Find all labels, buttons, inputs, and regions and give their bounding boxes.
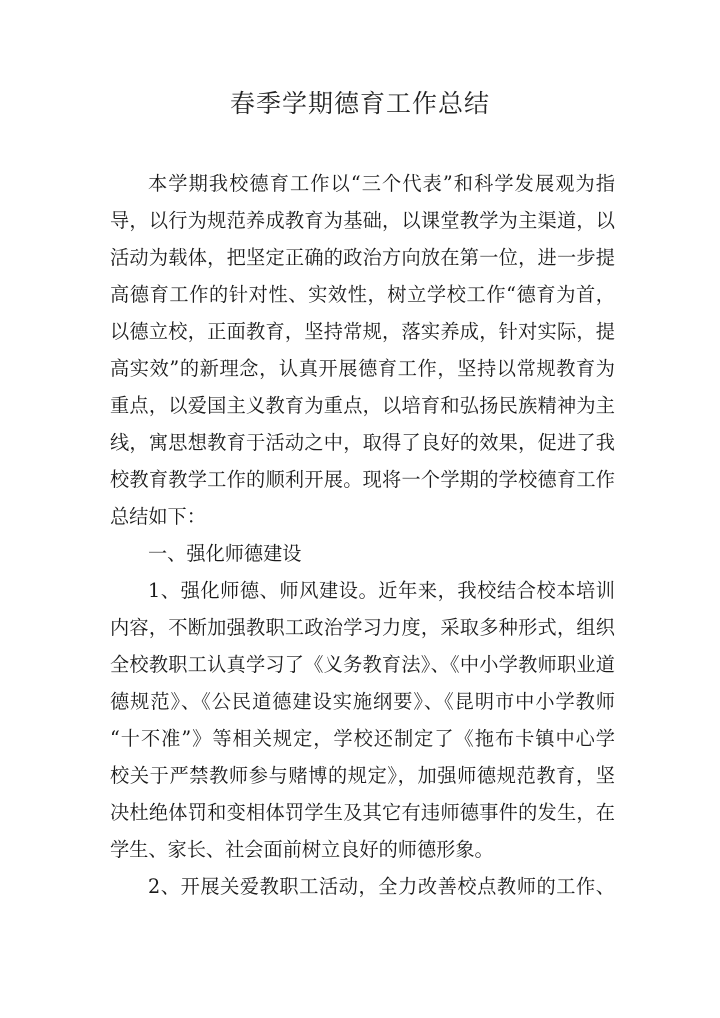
text-line: 德规范》、《公民道德建设实施纲要》、《昆明市中小学教师 <box>110 690 615 713</box>
text-line: 1、强化师德、师风建设。近年来，我校结合校本培训 <box>148 579 615 602</box>
text-line: 一、强化师德建设 <box>148 542 302 565</box>
text-line: 线，寓思想教育于活动之中，取得了良好的效果，促进了我 <box>110 431 615 454</box>
document-body <box>110 165 615 905</box>
text-line: 校关于严禁教师参与赌博的规定》，加强师德规范教育，坚 <box>110 764 615 787</box>
text-line: 学生、家长、社会面前树立良好的师德形象。 <box>110 838 494 861</box>
text-line: 本学期我校德育工作以“三个代表”和科学发展观为指 <box>148 172 615 195</box>
text-line: 高德育工作的针对性、实效性，树立学校工作“德育为首， <box>110 283 615 306</box>
text-line: 活动为载体，把坚定正确的政治方向放在第一位，进一步提 <box>110 246 615 269</box>
text-line: 重点，以爱国主义教育为重点，以培育和弘扬民族精神为主 <box>110 394 615 417</box>
text-line: “十不准”》等相关规定，学校还制定了《拖布卡镇中心学 <box>110 727 615 750</box>
text-line: 决杜绝体罚和变相体罚学生及其它有违师德事件的发生，在 <box>110 801 615 824</box>
text-line: 总结如下： <box>110 505 206 528</box>
text-line: 以德立校，正面教育，坚持常规，落实养成，针对实际，提 <box>110 320 615 343</box>
text-line: 高实效”的新理念，认真开展德育工作，坚持以常规教育为 <box>110 357 615 380</box>
text-line: 校教育教学工作的顺利开展。现将一个学期的学校德育工作 <box>110 468 615 491</box>
text-line: 导，以行为规范养成教育为基础，以课堂教学为主渠道，以 <box>110 209 615 232</box>
text-line: 2、开展关爱教职工活动，全力改善校点教师的工作、 <box>148 875 615 898</box>
document-title: 春季学期德育工作总结 <box>229 89 490 118</box>
text-line: 内容，不断加强教职工政治学习力度，采取多种形式，组织 <box>110 616 615 639</box>
text-line: 全校教职工认真学习了《义务教育法》、《中小学教师职业道 <box>110 653 615 676</box>
